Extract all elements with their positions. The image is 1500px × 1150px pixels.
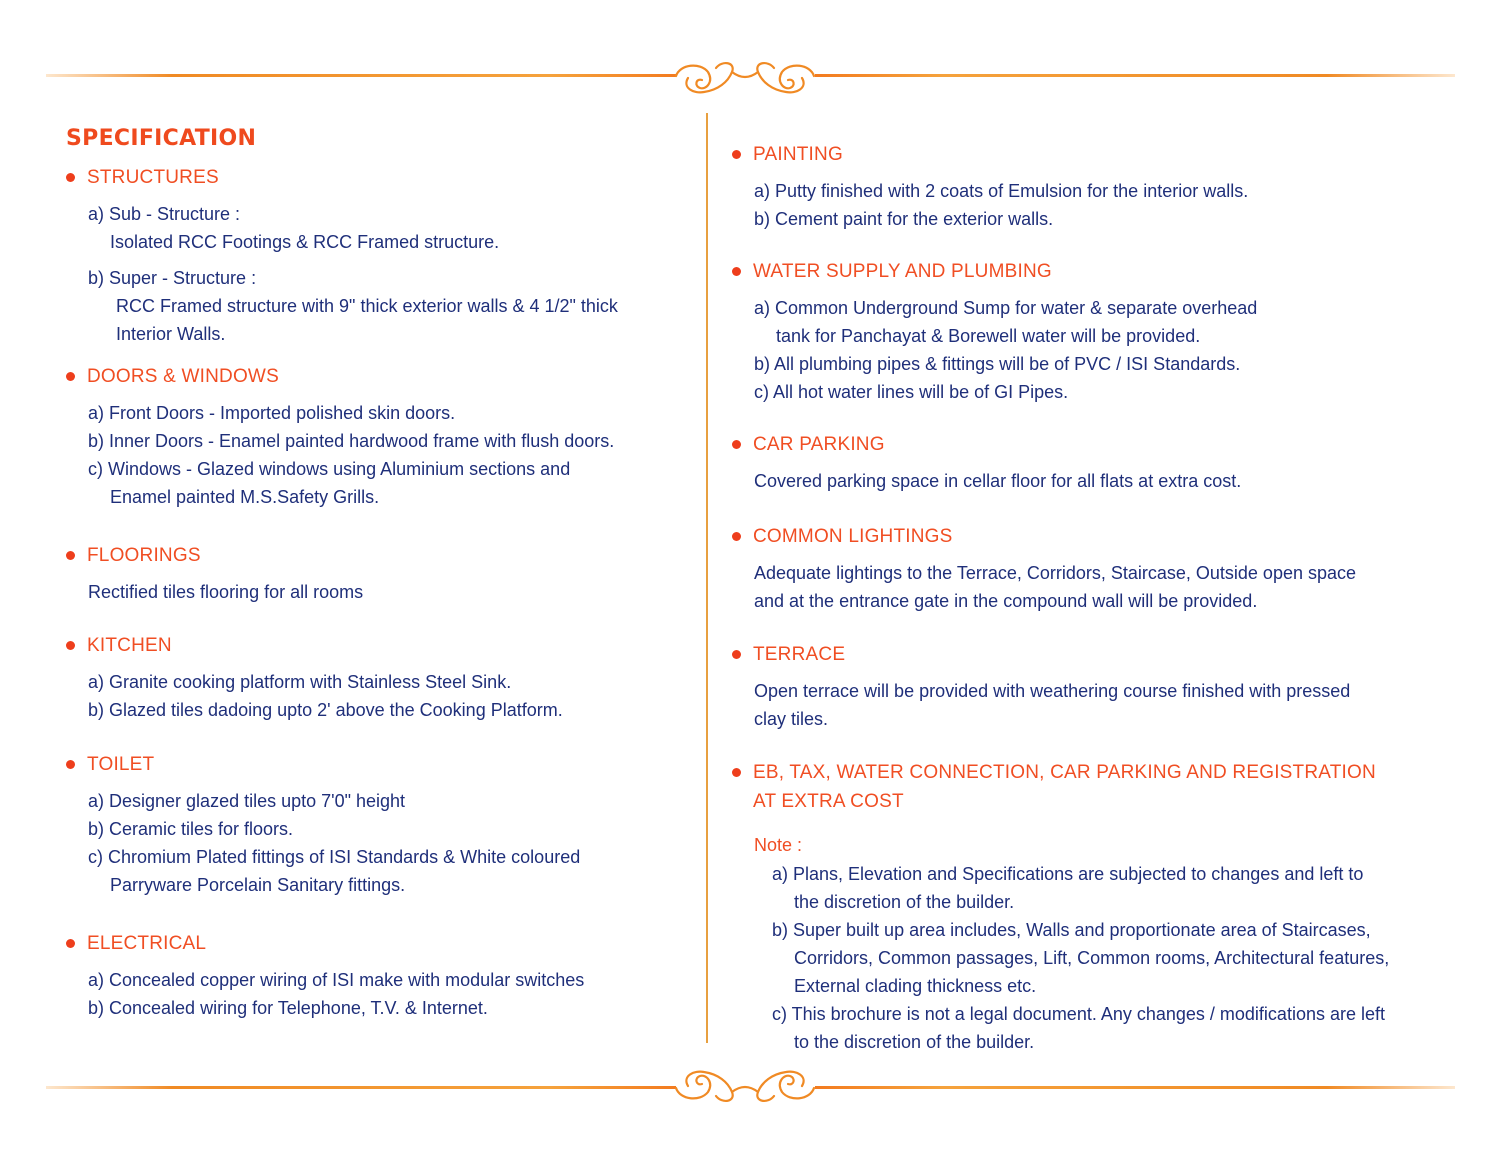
list-item: b) Concealed wiring for Telephone, T.V. & Internet.	[88, 997, 488, 1018]
bullet-icon	[732, 440, 741, 449]
section-painting	[732, 140, 1452, 233]
bullet-icon	[66, 173, 75, 182]
list-item: a) Sub - Structure : Isolated RCC Footings & RCC Framed structure.	[88, 204, 500, 252]
list-item: c) All hot water lines will be of GI Pipes.	[754, 382, 1069, 402]
list-item: b) Super - Structure : RCC Framed structure with 9" thick exterior walls & 4 1/2" thick Interior Walls.	[88, 268, 618, 344]
note-item: a) Plans, Elevation and Specifications are subjected to changes and left to the discretion of the builder.	[772, 863, 1364, 912]
bullet-icon	[732, 150, 741, 159]
list-item: a) Front Doors - Imported polished skin doors.	[88, 403, 456, 423]
bottom-rule-right	[815, 1086, 1455, 1089]
list-item: b) All plumbing pipes & fittings will be of PVC / ISI Standards.	[754, 354, 1241, 374]
column-divider	[706, 113, 708, 1043]
list-item: a) Designer glazed tiles upto 7'0" height	[88, 790, 406, 811]
section-toilet	[66, 750, 686, 899]
bullet-icon	[732, 768, 741, 777]
list-item: b) Glazed tiles dadoing upto 2' above the Cooking Platform.	[88, 699, 563, 720]
note-label: Note :	[754, 834, 803, 855]
section-water-supply	[732, 257, 1452, 406]
bottom-rule-left	[46, 1086, 676, 1089]
top-rule-right	[815, 74, 1455, 77]
page-title: SPECIFICATION	[66, 126, 257, 151]
list-item: b) Ceramic tiles for floors.	[88, 818, 294, 839]
list-item: a) Putty finished with 2 coats of Emulsion for the interior walls.	[754, 181, 1249, 201]
list-item: a) Granite cooking platform with Stainless Steel Sink.	[88, 671, 512, 692]
note-item: b) Super built up area includes, Walls and proportionate area of Staircases, Corridors, Common passages, Lift, Common rooms, Architectural features, External clading thickness etc.	[772, 919, 1390, 996]
section-text: Rectified tiles flooring for all rooms	[88, 582, 364, 602]
section-extra-cost	[732, 758, 1452, 816]
list-item: a) Common Underground Sump for water & separate overhead tank for Panchayat & Borewell water will be provided.	[754, 298, 1258, 346]
section-terrace	[732, 640, 1452, 734]
bullet-icon	[732, 267, 741, 276]
section-heading: TERRACE	[753, 643, 846, 665]
right-column	[732, 140, 1452, 1056]
note-list	[732, 860, 1452, 1056]
section-structures	[66, 163, 686, 348]
bullet-icon	[66, 939, 75, 948]
section-text: and at the entrance gate in the compound wall will be provided.	[754, 591, 1258, 611]
list-item: b) Cement paint for the exterior walls.	[754, 209, 1054, 229]
section-heading: ELECTRICAL	[87, 932, 207, 954]
note-item: c) This brochure is not a legal document. Any changes / modifications are left to the discretion of the builder.	[772, 1003, 1385, 1052]
section-heading: WATER SUPPLY AND PLUMBING	[753, 261, 1052, 282]
section-electrical	[66, 929, 686, 1022]
section-common-lightings	[732, 522, 1452, 616]
section-floorings	[66, 541, 686, 607]
section-heading: COMMON LIGHTINGS	[753, 525, 953, 547]
left-column	[66, 126, 686, 1038]
section-heading: EB, TAX, WATER CONNECTION, CAR PARKING AND REGISTRATION	[753, 761, 1376, 783]
list-item: c) Windows - Glazed windows using Aluminium sections and Enamel painted M.S.Safety Grills.	[88, 459, 571, 507]
bullet-icon	[732, 532, 741, 541]
bullet-icon	[66, 551, 75, 560]
bullet-icon	[66, 372, 75, 381]
list-item: b) Inner Doors - Enamel painted hardwood frame with flush doors.	[88, 431, 615, 451]
section-text: Adequate lightings to the Terrace, Corridors, Staircase, Outside open space	[754, 562, 1357, 583]
section-heading: STRUCTURES	[87, 167, 219, 188]
section-text: Covered parking space in cellar floor for all flats at extra cost.	[754, 471, 1242, 491]
top-rule-left	[46, 74, 676, 77]
section-heading: PAINTING	[753, 144, 843, 165]
section-heading-cont: AT EXTRA COST	[753, 790, 904, 812]
bullet-icon	[732, 650, 741, 659]
bullet-icon	[66, 641, 75, 650]
section-doors-windows	[66, 362, 686, 511]
list-item: a) Concealed copper wiring of ISI make with modular switches	[88, 969, 585, 990]
section-car-parking	[732, 430, 1452, 496]
scroll-flourish-icon	[670, 1068, 820, 1108]
section-kitchen	[66, 631, 686, 724]
scroll-flourish-icon	[670, 58, 820, 98]
section-heading: TOILET	[87, 753, 155, 775]
section-heading: KITCHEN	[87, 634, 172, 656]
section-heading: CAR PARKING	[753, 434, 885, 455]
list-item: c) Chromium Plated fittings of ISI Standards & White coloured Parryware Porcelain Sanitary fittings.	[88, 846, 581, 895]
section-heading: DOORS & WINDOWS	[87, 366, 279, 387]
section-text: clay tiles.	[754, 709, 829, 729]
bullet-icon	[66, 760, 75, 769]
section-heading: FLOORINGS	[87, 545, 201, 566]
section-text: Open terrace will be provided with weathering course finished with pressed	[754, 680, 1351, 701]
